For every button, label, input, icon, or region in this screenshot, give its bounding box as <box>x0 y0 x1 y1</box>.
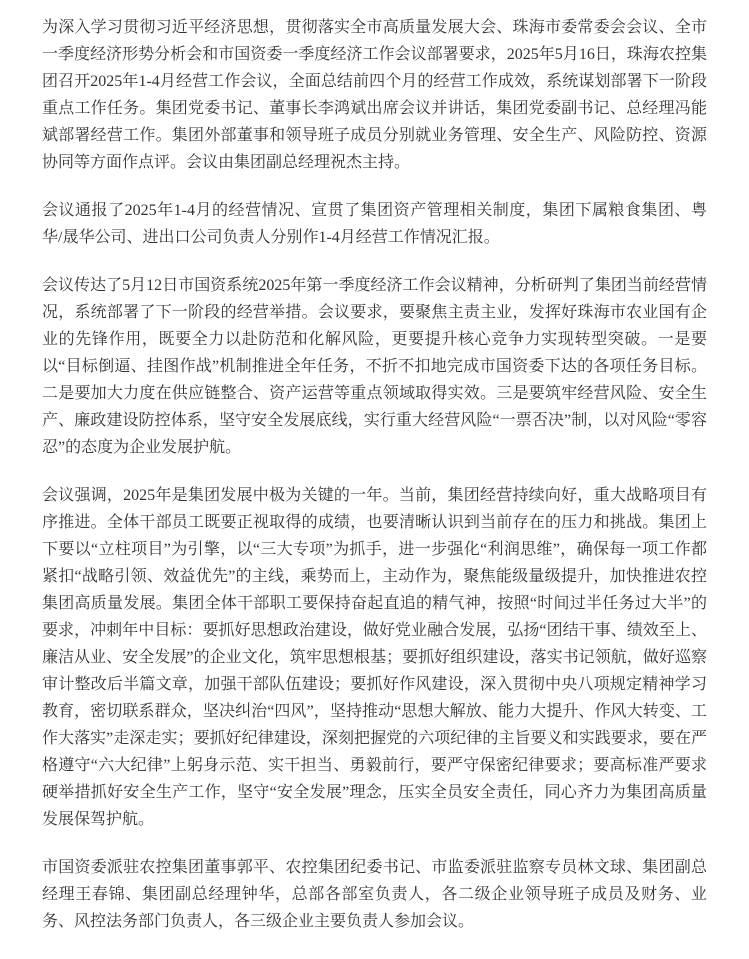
paragraph-emphasis: 会议强调，2025年是集团发展中极为关键的一年。当前，集团经营持续向好，重大战略项目有序推进。全体干部员工既要正视取得的成绩，也要清晰认识到当前存在的压力和挑战。集团上下要以“立柱项目”为引擎，以“三大专项”为抓手，进一步强化“利润思维”，确保每一项工作都紧扣“战略引领、效益优先”的主线，乘势而上，主动作为，聚焦能级量级提升，加快推进农控集团高质量发展。集团全体干部职工要保持奋起直追的精气神，按照“时间过半任务过大半”的要求，冲刺年中目标：要抓好思想政治建设，做好党业融合发展，弘扬“团结干事、绩效至上、廉洁从业、安全发展”的企业文化，筑牢思想根基；要抓好组织建设，落实书记领航，做好巡察审计整改后半篇文章，加强干部队伍建设；要抓好作风建设，深入贯彻中央八项规定精神学习教育，密切联系群众，坚决纠治“四风”，坚持推动“思想大解放、能力大提升、作风大转变、工作大落实”走深走实；要抓好纪律建设，深刻把握党的六项纪律的主旨要义和实践要求，要在严格遵守“六大纪律”上躬身示范、实干担当、勇毅前行，要严守保密纪律要求；要高标准严要求硬举措抓好安全生产工作，坚守“安全发展”理念，压实全员安全责任，同心齐力为集团高质量发展保驾护航。 <box>42 487 707 828</box>
paragraph-attendees: 市国资委派驻农控集团董事郭平、农控集团纪委书记、市监委派驻监察专员林文球、集团副总经理王春锦、集团副总经理钟华，总部各部室负责人，各二级企业领导班子成员及财务、业务、风控法务部门负责人，各三级企业主要负责人参加会议。 <box>42 859 707 930</box>
paragraph-intro: 为深入学习贯彻习近平经济思想，贯彻落实全市高质量发展大会、珠海市委常委会会议、全市一季度经济形势分析会和市国资委一季度经济工作会议部署要求，2025年5月16日，珠海农控集团召开2025年1-4月经营工作会议，全面总结前四个月的经营工作成效，系统谋划部署下一阶段重点工作任务。集团党委书记、董事长李鸿斌出席会议并讲话，集团党委副书记、总经理冯能斌部署经营工作。集团外部董事和领导班子成员分别就业务管理、安全生产、风险防控、资源协同等方面作点评。会议由集团副总经理祝杰主持。 <box>42 19 707 171</box>
paragraph-requirements: 会议传达了5月12日市国资系统2025年第一季度经济工作会议精神，分析研判了集团当前经营情况，系统部署了下一阶段的经营举措。会议要求，要聚焦主责主业，发挥好珠海市农业国有企业的先锋作用，既要全力以赴防范和化解风险，更要提升核心竞争力实现转型突破。一是要以“目标倒逼、挂图作战”机制推进全年任务，不折不扣地完成市国资委下达的各项任务目标。二是要加大力度在供应链整合、资产运营等重点领域取得实效。三是要筑牢经营风险、安全生产、廉政建设防控体系，坚守安全发展底线，实行重大经营风险“一票否决”制，以对风险“零容忍”的态度为企业发展护航。 <box>42 277 707 456</box>
paragraph-briefing: 会议通报了2025年1-4月的经营情况、宣贯了集团资产管理相关制度，集团下属粮食集团、粤华/晟华公司、进出口公司负责人分别作1-4月经营工作情况汇报。 <box>42 202 707 246</box>
